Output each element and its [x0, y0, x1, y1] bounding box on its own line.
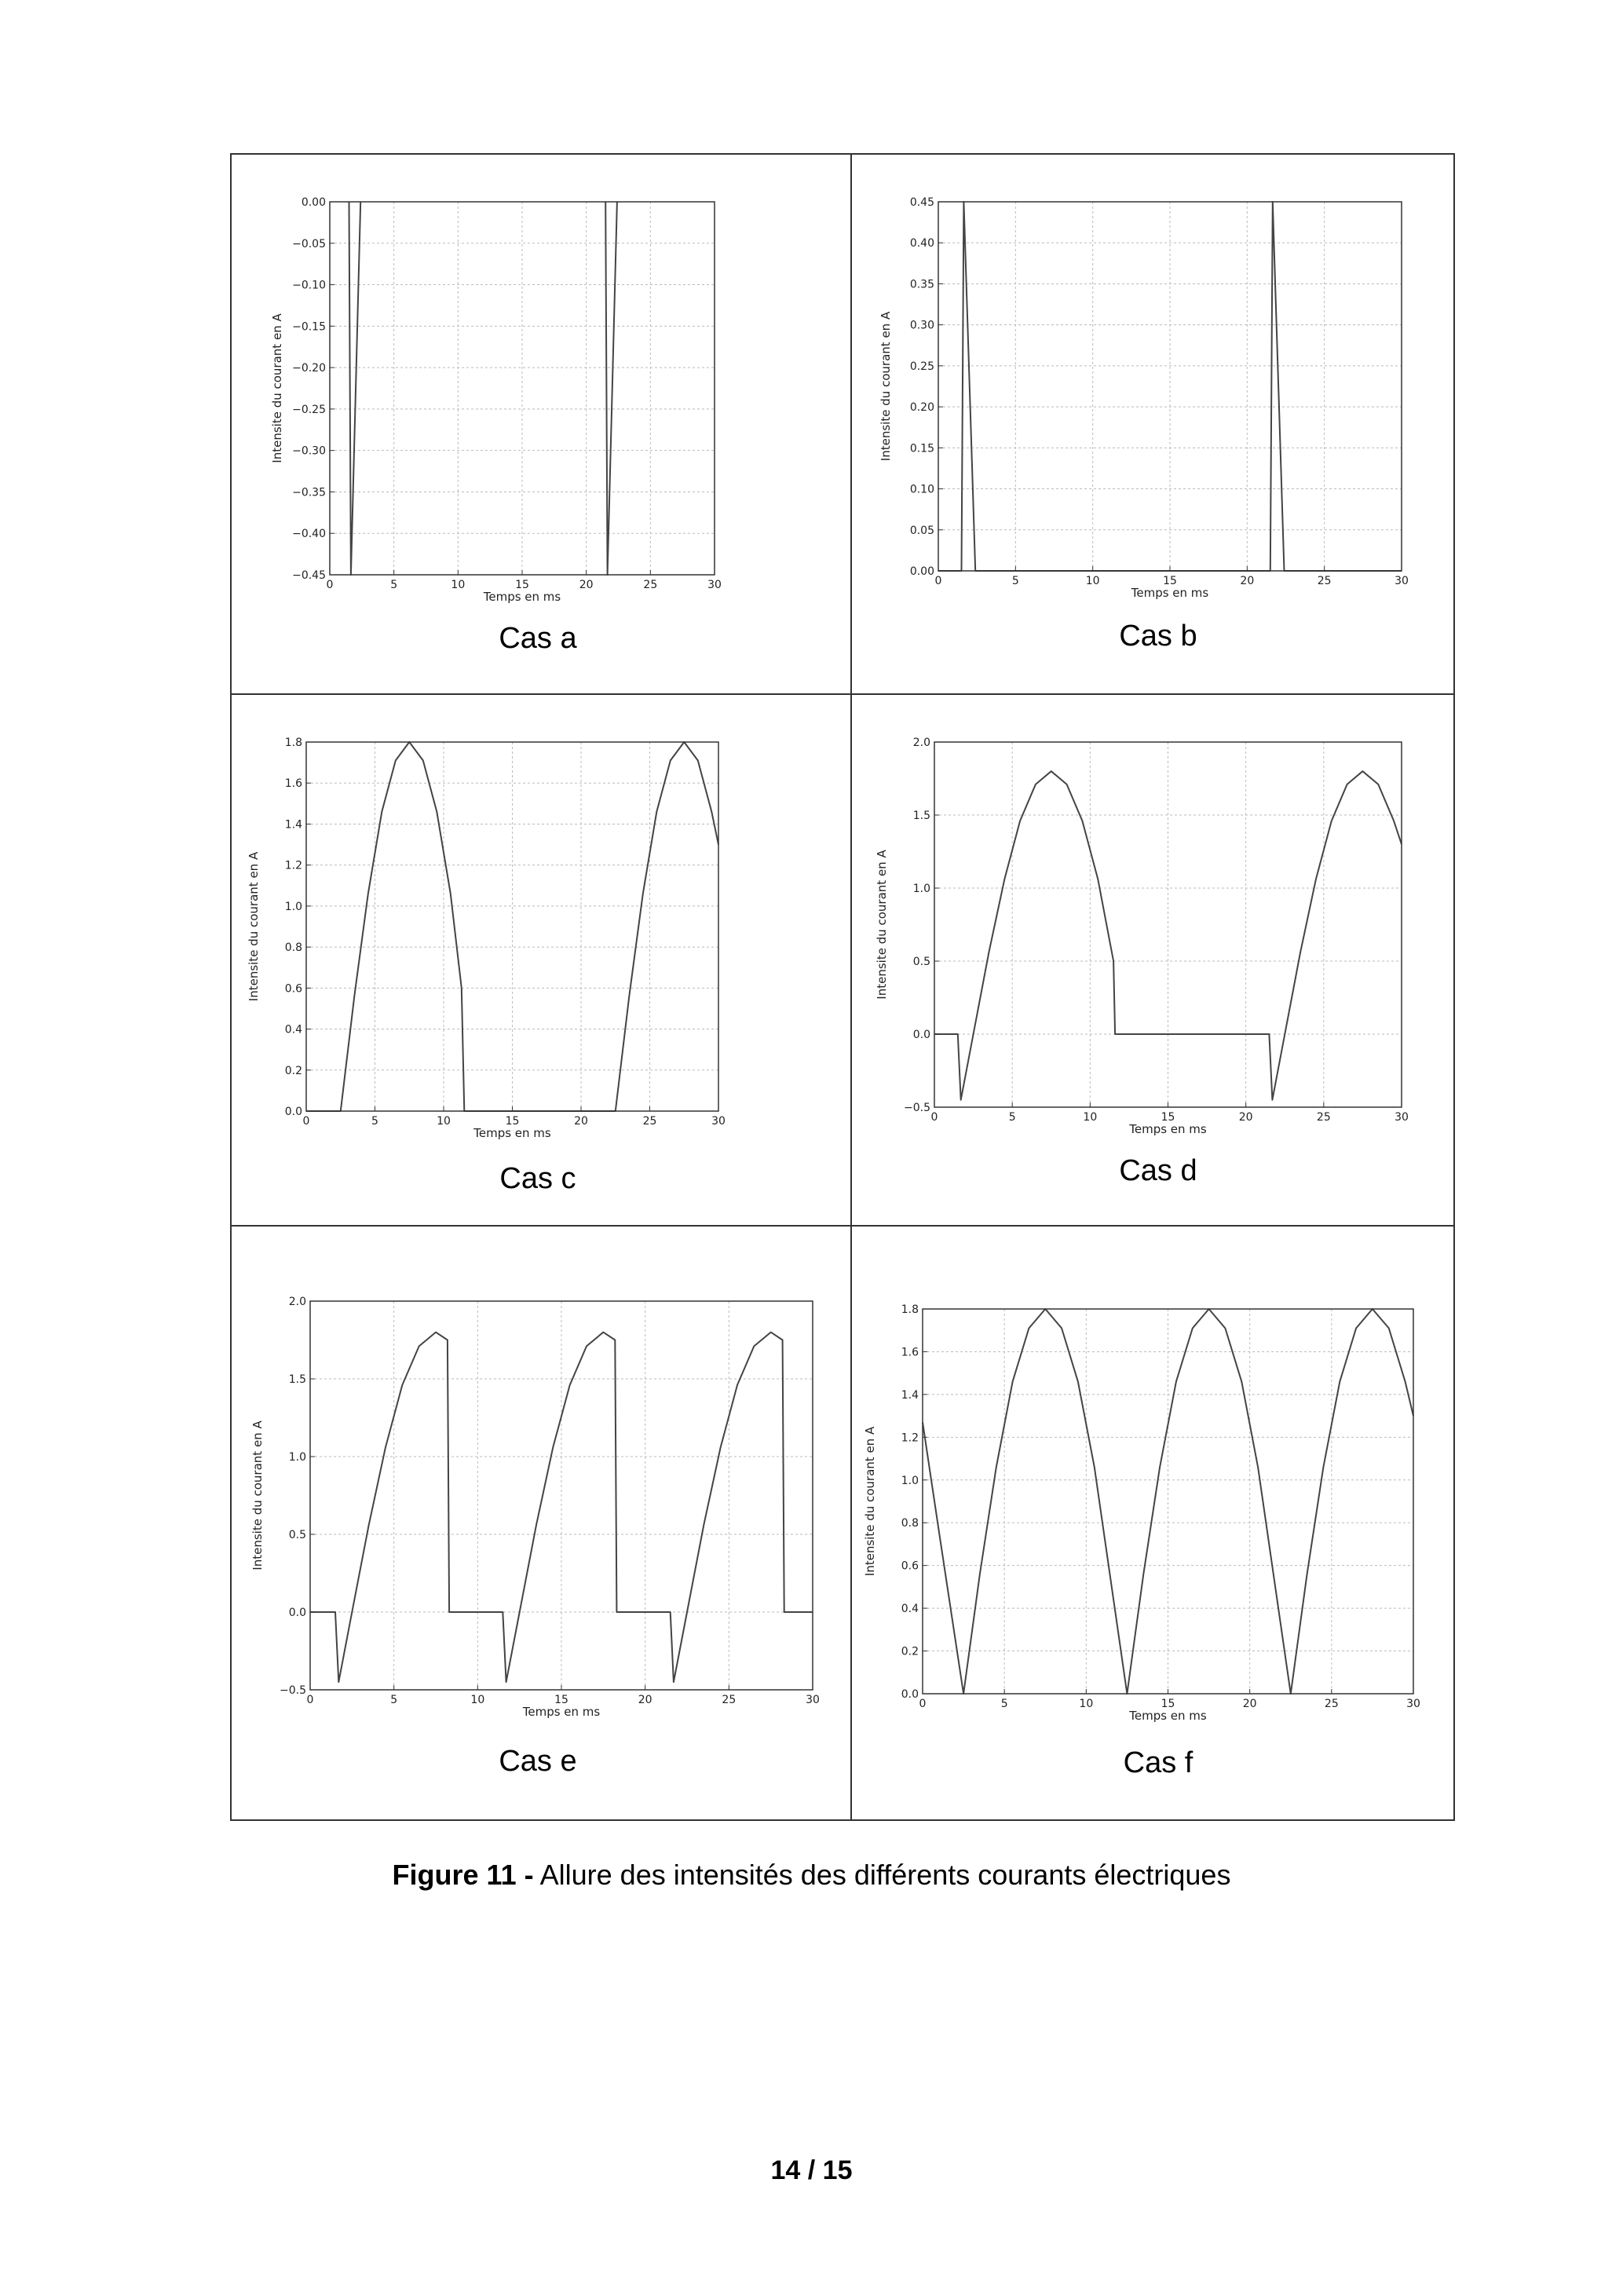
cas-c-ytick-label-8: 1.6 [284, 777, 302, 791]
cas-c-ytick-label-5: 1.0 [284, 900, 302, 913]
cas-e-xtick-label-2: 10 [470, 1694, 485, 1706]
cas-d-plot-frame [934, 742, 1402, 1107]
cas-f-xtick-label-0: 0 [919, 1698, 927, 1710]
cas-d-xtick-label-3: 15 [1161, 1111, 1175, 1124]
cas-a-xtick-label-6: 30 [707, 579, 722, 591]
cell-cas-a [232, 155, 844, 711]
cas-b-ytick-label-0: 0.00 [909, 565, 934, 578]
chart-cas-f [852, 1227, 1464, 1782]
cas-d-ytick-label-3: 1.0 [912, 883, 930, 895]
figure-caption-text: Allure des intensités des différents courants électriques [533, 1859, 1231, 1891]
cas-d-xtick-label-0: 0 [930, 1111, 938, 1124]
cas-e-ytick-label-5: 2.0 [288, 1296, 306, 1308]
cas-d-ytick-label-4: 1.5 [912, 810, 930, 822]
cas-d-ylabel: Intensite du courant en A [875, 850, 889, 1000]
cell-cas-f [852, 1227, 1464, 1782]
cas-b-ytick-label-6: 0.30 [909, 319, 934, 332]
cas-c-xtick-label-2: 10 [437, 1115, 451, 1128]
cell-cas-c [232, 695, 844, 1251]
cas-e-ytick-label-2: 0.5 [288, 1529, 306, 1541]
cas-f-label: Cas f [1123, 1746, 1193, 1779]
cas-b-ytick-label-7: 0.35 [909, 278, 934, 291]
cas-f-ytick-label-8: 1.6 [901, 1346, 919, 1359]
cas-e-ytick-label-3: 1.0 [288, 1451, 306, 1464]
cas-f-ytick-label-3: 0.6 [901, 1559, 919, 1573]
cas-f-xtick-label-2: 10 [1079, 1698, 1094, 1710]
cas-a-ytick-label-8: −0.40 [292, 528, 326, 541]
cell-cas-e [232, 1227, 844, 1782]
cas-c-label: Cas c [499, 1162, 576, 1195]
cas-e-xtick-label-3: 15 [554, 1694, 568, 1706]
cas-b-ytick-label-5: 0.25 [909, 360, 934, 373]
cas-c-ytick-label-7: 1.4 [284, 818, 302, 832]
cas-c-ytick-label-1: 0.2 [284, 1064, 302, 1077]
cell-cas-b [852, 155, 1464, 711]
cas-b-ytick-label-3: 0.15 [909, 442, 934, 455]
cas-b-xtick-label-2: 10 [1085, 575, 1100, 587]
cas-a-ytick-label-2: −0.10 [292, 279, 326, 292]
cell-cas-d [852, 695, 1464, 1251]
cas-a-label: Cas a [499, 622, 577, 655]
cas-a-ytick-label-6: −0.30 [292, 444, 326, 458]
cas-c-xtick-label-1: 5 [371, 1115, 378, 1128]
cas-c-xlabel: Temps en ms [473, 1126, 551, 1140]
cas-a-ytick-label-1: −0.05 [292, 237, 326, 250]
cas-b-xtick-label-5: 25 [1317, 575, 1332, 587]
cas-d-xlabel: Temps en ms [1129, 1122, 1207, 1136]
cas-c-ytick-label-4: 0.8 [284, 941, 302, 955]
cas-e-xtick-label-5: 25 [722, 1694, 737, 1706]
cas-b-ytick-label-4: 0.20 [909, 401, 934, 415]
cas-f-ytick-label-6: 1.2 [901, 1431, 919, 1445]
cas-d-xtick-label-5: 25 [1316, 1111, 1331, 1124]
cas-e-ytick-label-4: 1.5 [288, 1373, 306, 1386]
cas-c-ytick-label-9: 1.8 [284, 737, 302, 749]
cas-f-xtick-label-4: 20 [1242, 1698, 1257, 1710]
page-number: 14 / 15 [770, 2155, 853, 2185]
cas-b-xtick-label-3: 15 [1163, 575, 1177, 587]
cas-c-ylabel: Intensite du courant en A [247, 851, 261, 1002]
cas-f-xtick-label-6: 30 [1406, 1698, 1420, 1710]
cas-c-ytick-label-3: 0.6 [284, 982, 302, 996]
cas-f-ytick-label-9: 1.8 [901, 1303, 919, 1316]
cas-c-xtick-label-4: 20 [574, 1115, 588, 1128]
cas-f-ytick-label-7: 1.4 [901, 1388, 919, 1402]
cas-f-ytick-label-5: 1.0 [901, 1474, 919, 1487]
cas-a-series-i [349, 202, 361, 575]
cas-d-label: Cas d [1119, 1154, 1197, 1187]
cas-a-ytick-label-0: 0.00 [301, 196, 326, 209]
cas-f-ytick-label-0: 0.0 [901, 1688, 919, 1701]
cas-f-xlabel: Temps en ms [1129, 1709, 1207, 1723]
cas-b-ytick-label-1: 0.05 [909, 524, 934, 537]
figure-caption [0, 1859, 1623, 1892]
cas-c-ytick-label-6: 1.2 [284, 859, 302, 872]
cas-d-xtick-label-4: 20 [1238, 1111, 1253, 1124]
figure-caption-number: Figure 11 - [392, 1859, 534, 1891]
cas-d-xtick-label-1: 5 [1008, 1111, 1016, 1124]
cas-a-series-i2 [605, 202, 617, 575]
cas-a-ytick-label-5: −0.25 [292, 403, 326, 416]
cas-a-ytick-label-9: −0.45 [292, 569, 326, 582]
cas-f-xtick-label-5: 25 [1324, 1698, 1339, 1710]
cas-b-ytick-label-2: 0.10 [909, 483, 934, 496]
chart-cas-e [232, 1227, 844, 1782]
cas-e-label: Cas e [499, 1745, 577, 1778]
cas-a-xtick-label-5: 25 [643, 579, 658, 591]
cas-e-xtick-label-1: 5 [390, 1694, 398, 1706]
cas-c-ytick-label-2: 0.4 [284, 1023, 302, 1036]
cas-b-label: Cas b [1119, 620, 1197, 653]
cas-a-ylabel: Intensite du courant en A [270, 313, 284, 463]
cas-d-ytick-label-5: 2.0 [912, 737, 930, 749]
cas-b-ytick-label-8: 0.40 [909, 237, 934, 250]
cas-c-xtick-label-6: 30 [711, 1115, 726, 1128]
cas-e-ytick-label-1: 0.0 [288, 1607, 306, 1619]
cas-c-ytick-label-0: 0.0 [284, 1106, 302, 1118]
cas-a-xtick-label-2: 10 [451, 579, 466, 591]
cas-f-ytick-label-1: 0.2 [901, 1645, 919, 1658]
cas-a-xtick-label-4: 20 [579, 579, 594, 591]
cas-a-xtick-label-0: 0 [326, 579, 334, 591]
cas-a-ytick-label-4: −0.20 [292, 362, 326, 375]
cas-c-xtick-label-0: 0 [302, 1115, 310, 1128]
cas-c-xtick-label-3: 15 [505, 1115, 520, 1128]
cas-d-xtick-label-2: 10 [1083, 1111, 1098, 1124]
cas-d-ytick-label-2: 0.5 [912, 956, 930, 968]
cas-b-xlabel: Temps en ms [1131, 586, 1209, 600]
cas-e-series-i [310, 1333, 813, 1683]
cas-d-ytick-label-1: 0.0 [912, 1029, 930, 1041]
cas-b-xtick-label-4: 20 [1240, 575, 1255, 587]
cas-f-ylabel: Intensite du courant en A [863, 1426, 877, 1577]
cas-e-xtick-label-6: 30 [806, 1694, 820, 1706]
cas-e-xtick-label-0: 0 [306, 1694, 314, 1706]
cas-d-xtick-label-6: 30 [1395, 1111, 1409, 1124]
cas-e-ylabel: Intensite du courant en A [250, 1420, 265, 1570]
cas-a-xtick-label-1: 5 [390, 579, 398, 591]
cas-e-xlabel: Temps en ms [522, 1705, 601, 1719]
cas-e-xtick-label-4: 20 [638, 1694, 652, 1706]
cas-d-ytick-label-0: −0.5 [904, 1102, 930, 1114]
cas-c-xtick-label-5: 25 [642, 1115, 657, 1128]
cas-b-xtick-label-1: 5 [1011, 575, 1019, 587]
cas-a-xtick-label-3: 15 [515, 579, 529, 591]
cas-a-ytick-label-3: −0.15 [292, 320, 326, 334]
cas-b-xtick-label-6: 30 [1395, 575, 1409, 587]
cas-b-ytick-label-9: 0.45 [909, 196, 934, 209]
cas-f-ytick-label-2: 0.4 [901, 1603, 919, 1616]
cas-f-xtick-label-3: 15 [1161, 1698, 1175, 1710]
cas-a-xlabel: Temps en ms [483, 590, 561, 604]
cas-b-xtick-label-0: 0 [934, 575, 942, 587]
cas-a-ytick-label-7: −0.35 [292, 486, 326, 499]
cas-f-ytick-label-4: 0.8 [901, 1517, 919, 1530]
cas-f-xtick-label-1: 5 [1000, 1698, 1008, 1710]
cas-e-ytick-label-0: −0.5 [280, 1684, 306, 1697]
cas-b-ylabel: Intensite du courant en A [879, 311, 893, 462]
